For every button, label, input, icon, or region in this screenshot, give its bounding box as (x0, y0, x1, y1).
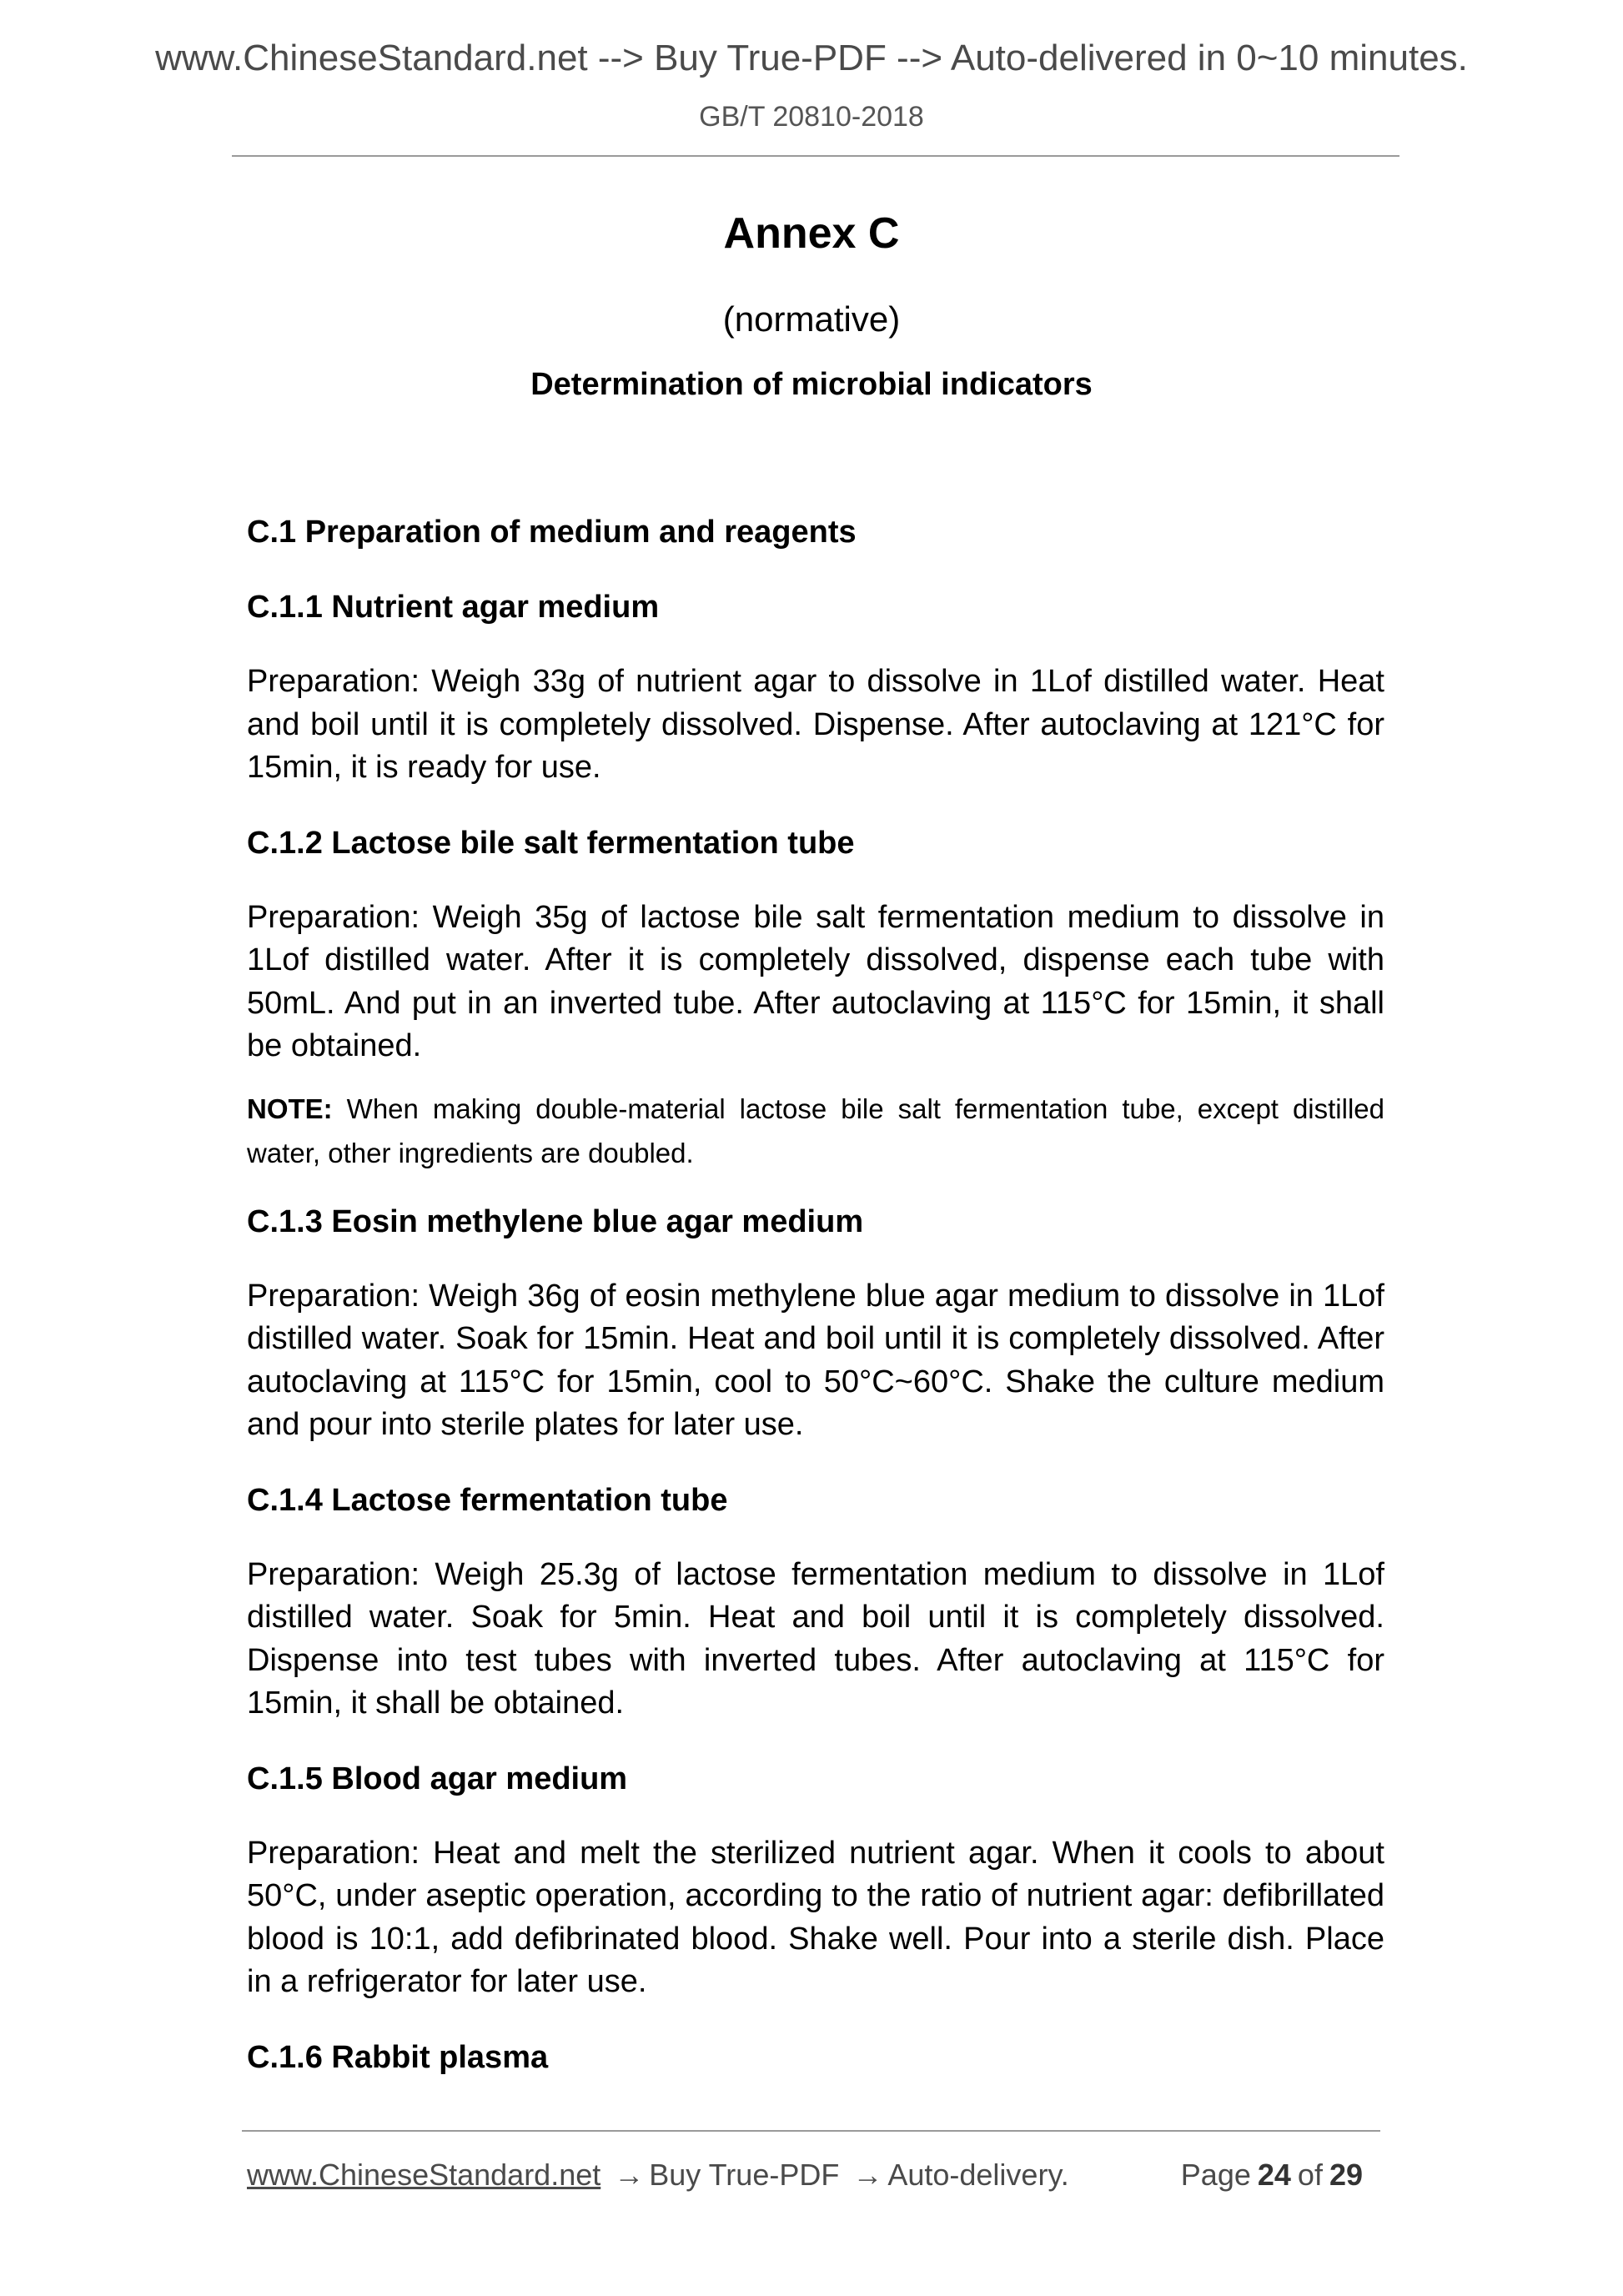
footer-delivery-text: Auto-delivery. (887, 2158, 1069, 2192)
page-indicator (1181, 2152, 1369, 2198)
section-text-c1-5: Preparation: Heat and melt the sterilized nutrient agar. When it cools to about 50°C, under aseptic operation, according to the ratio of nutrient agar: defibrillated blood is 10:1, add defibrinated blood. Shake well. Pour into a sterile dish. Place in a refrigerator for later use. (247, 1835, 1384, 1999)
section-heading-c1: C.1 Preparation of medium and reagents (247, 515, 857, 550)
of-label: of (1297, 2158, 1323, 2192)
arrow-right-icon: → (614, 2158, 645, 2192)
note-text: When making double-material lactose bile salt fermentation tube, except distilled water, other ingredients are doubled. (247, 1093, 1385, 1168)
footer-divider (242, 2130, 1380, 2132)
section-heading-c1-4: C.1.4 Lactose fermentation tube (247, 1482, 728, 1518)
footer-buy-text: Buy True-PDF (649, 2158, 840, 2192)
section-heading-c1-6: C.1.6 Rabbit plasma (247, 2039, 549, 2075)
total-pages: 29 (1329, 2158, 1363, 2192)
page-footer (247, 2152, 1373, 2202)
section-text-c1-3: Preparation: Weigh 36g of eosin methylene blue agar medium to dissolve in 1Lof distilled water. Soak for 15min. Heat and boil until it is completely dissolved. After autoclaving at 115°C for 15min, cool to 50°C~60°C. Shake the culture medium and pour into sterile plates for later use. (247, 1278, 1384, 1442)
section-text-c1-4: Preparation: Weigh 25.3g of lactose fermentation medium to dissolve in 1Lof distilled water. Soak for 5min. Heat and boil until it is completely dissolved. Dispense into test tubes with inverted tubes. After autoclaving at 115°C for 15min, it shall be obtained. (247, 1556, 1384, 1721)
header-divider (232, 155, 1399, 157)
section-text-c1-1: Preparation: Weigh 33g of nutrient agar to dissolve in 1Lof distilled water. Heat and boil until it is completely dissolved. Dispense. After autoclaving at 121°C for 15min, it is ready for use. (247, 664, 1384, 785)
annex-subject: Determination of microbial indicators (530, 367, 1093, 402)
arrow-right-icon: → (852, 2158, 883, 2192)
section-heading-c1-5: C.1.5 Blood agar medium (247, 1761, 628, 1796)
standard-number: GB/T 20810-2018 (699, 101, 924, 133)
document-body (247, 510, 1384, 2079)
section-heading-c1-2: C.1.2 Lactose bile salt fermentation tube (247, 825, 855, 861)
top-banner: www.ChineseStandard.net --> Buy True-PDF --> Auto-delivered in 0~10 minutes. (155, 38, 1468, 78)
annex-title: Annex C (723, 209, 900, 258)
note-c1-2 (247, 1087, 1384, 1175)
section-heading-c1-1: C.1.1 Nutrient agar medium (247, 590, 660, 625)
section-text-c1-2: Preparation: Weigh 35g of lactose bile salt fermentation medium to dissolve in 1Lof distilled water. After it is completely dissolved, dispense each tube with 50mL. And put in an inverted tube. After autoclaving at 115°C for 15min, it shall be obtained. (247, 899, 1384, 1063)
footer-site-link[interactable]: www.ChineseStandard.net (247, 2158, 601, 2192)
annex-type: (normative) (722, 299, 901, 339)
section-heading-c1-3: C.1.3 Eosin methylene blue agar medium (247, 1203, 864, 1239)
page-label: Page (1180, 2158, 1251, 2192)
page-number: 24 (1257, 2158, 1291, 2192)
note-label: NOTE: (247, 1093, 333, 1124)
